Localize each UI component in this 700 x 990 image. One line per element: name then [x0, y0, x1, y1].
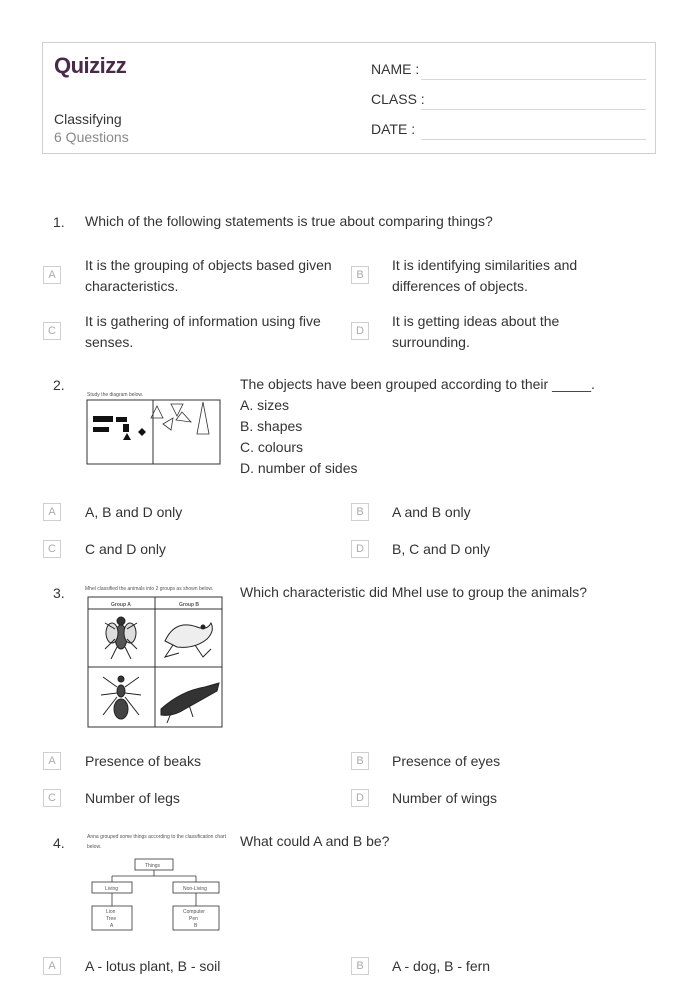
question-number: 3. — [53, 585, 65, 601]
question-text: The objects have been grouped according to their _____. — [240, 376, 595, 392]
option-letter-c[interactable]: C — [43, 540, 61, 558]
ant-icon — [101, 676, 141, 719]
question-text: What could A and B be? — [240, 833, 390, 849]
chart-leaf-a: A — [110, 923, 114, 929]
worksheet-header — [42, 42, 656, 154]
option-text[interactable]: Presence of eyes — [392, 753, 501, 769]
option-letter-a[interactable]: A — [43, 957, 61, 975]
option-letter-a[interactable]: A — [43, 752, 61, 770]
group-b-label: Group B — [179, 602, 199, 608]
chart-living-label: Living — [105, 886, 119, 892]
option-letter-a[interactable]: A — [43, 503, 61, 521]
option-text[interactable]: A - lotus plant, B - soil — [85, 958, 221, 974]
question-choice-line: D. number of sides — [240, 460, 358, 476]
chart-leaf-item: Pen — [189, 916, 198, 922]
class-label: CLASS : — [371, 91, 425, 107]
question-number: 4. — [53, 835, 65, 851]
option-text[interactable]: It is identifying similarities and differences of objects. — [392, 257, 578, 294]
option-text[interactable]: Number of legs — [85, 790, 180, 806]
question-number: 1. — [53, 214, 65, 230]
question-choice-line: B. shapes — [240, 418, 303, 434]
chart-leaf-item: Lion — [106, 909, 116, 915]
option-letter-d[interactable]: D — [351, 540, 369, 558]
option-letter-c[interactable]: C — [43, 322, 61, 340]
option-text[interactable]: It is the grouping of objects based given characteristics. — [85, 257, 332, 294]
diagram-caption: Study the diagram below. — [87, 392, 144, 398]
chart-leaf-item: Tree — [106, 916, 117, 922]
option-letter-b[interactable]: B — [351, 503, 369, 521]
question-number: 2. — [53, 377, 65, 393]
option-text[interactable]: C and D only — [85, 541, 166, 557]
option-text[interactable]: A and B only — [392, 504, 471, 520]
question-text: Which of the following statements is true about comparing things? — [85, 213, 493, 229]
question-text: Which characteristic did Mhel use to group the animals? — [240, 584, 588, 600]
option-letter-d[interactable]: D — [351, 322, 369, 340]
date-field[interactable] — [421, 139, 646, 140]
chart-root-label: Things — [145, 863, 161, 869]
chart-caption: Anna grouped some things according to the classification chart — [87, 834, 226, 840]
fly-icon — [105, 617, 137, 659]
classification-chart — [85, 832, 230, 934]
shapes-diagram — [85, 388, 225, 468]
question-count: 6 Questions — [54, 129, 129, 145]
option-letter-d[interactable]: D — [351, 789, 369, 807]
option-text[interactable]: It is gathering of information using five senses. — [85, 313, 321, 350]
option-text[interactable]: A - dog, B - fern — [392, 958, 491, 974]
name-field[interactable] — [421, 79, 646, 80]
option-text[interactable]: B, C and D only — [392, 541, 491, 557]
frog-icon — [165, 623, 212, 657]
animals-diagram — [85, 583, 230, 733]
worksheet-title: Classifying — [54, 111, 122, 127]
option-text[interactable]: Presence of beaks — [85, 753, 201, 769]
option-text[interactable]: Number of wings — [392, 790, 498, 806]
chart-leaf-b: B — [194, 923, 198, 929]
crocodile-icon — [161, 683, 219, 723]
option-text[interactable]: It is getting ideas about the surrounding. — [392, 313, 560, 350]
option-text[interactable]: A, B and D only — [85, 504, 183, 520]
option-letter-b[interactable]: B — [351, 957, 369, 975]
date-label: DATE : — [371, 121, 416, 137]
option-letter-b[interactable]: B — [351, 266, 369, 284]
name-label: NAME : — [371, 61, 420, 77]
chart-caption: below. — [87, 844, 102, 850]
option-letter-c[interactable]: C — [43, 789, 61, 807]
chart-nonliving-label: Non-Living — [183, 886, 207, 892]
group-a-label: Group A — [111, 602, 131, 608]
option-letter-b[interactable]: B — [351, 752, 369, 770]
option-letter-a[interactable]: A — [43, 266, 61, 284]
question-choice-line: A. sizes — [240, 397, 290, 413]
chart-leaf-item: Computer — [183, 909, 205, 915]
quizizz-logo: Quizizz — [54, 53, 127, 78]
diagram-caption: Mhel classified the animals into 2 groups as shown below. — [85, 586, 214, 592]
question-choice-line: C. colours — [240, 439, 304, 455]
class-field[interactable] — [421, 109, 646, 110]
